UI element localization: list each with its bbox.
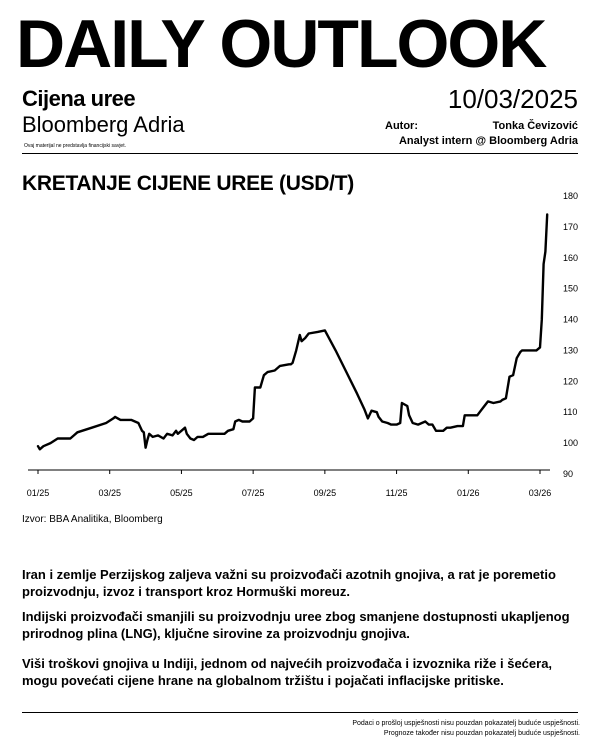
x-tick-label: 07/25 xyxy=(241,488,265,498)
brand-name: Bloomberg Adria xyxy=(22,112,185,137)
y-tick-label: 130 xyxy=(563,345,579,356)
chart-source: Izvor: BBA Analitika, Bloomberg xyxy=(22,514,163,525)
x-tick-label: 03/26 xyxy=(528,488,552,498)
paragraph-3: Viši troškovi gnojiva u Indiji, jednom od najvećih proizvođača i izvoznika riže i šećera, mogu povećati cijene hrane na globalnom tržištu i pojačati inflacijske pritiske. xyxy=(22,656,553,688)
y-tick-label: 110 xyxy=(563,407,578,418)
x-tick-label: 11/25 xyxy=(385,488,408,498)
footer-line-1: Podaci o prošloj uspješnosti nisu pouzdan pokazatelj buduće uspješnosti. xyxy=(352,720,580,727)
report-subtitle: Cijena uree xyxy=(22,86,136,111)
paragraph-1: Iran i zemlje Perzijskog zaljeva važni su proizvođači azotnih gnojiva, a rat je poremetio proizvodnju, izvoz i transport kroz Hormuški moreuz. xyxy=(22,567,556,599)
report-date: 10/03/2025 xyxy=(447,84,578,114)
disclaimer-note: Ovaj materijal ne predstavlja financijski savjet. xyxy=(24,143,126,149)
price-chart xyxy=(0,180,600,505)
y-tick-label: 140 xyxy=(563,314,579,325)
y-tick-label: 120 xyxy=(563,376,579,387)
author-name: Tonka Čevizović xyxy=(492,120,578,132)
y-tick-label: 170 xyxy=(563,221,579,232)
footer-divider xyxy=(22,712,578,713)
report-title: DAILY OUTLOOK xyxy=(16,6,546,82)
y-tick-label: 180 xyxy=(563,191,579,201)
x-tick-label: 09/25 xyxy=(313,488,337,498)
x-tick-label: 05/25 xyxy=(170,488,193,498)
y-tick-label: 100 xyxy=(563,438,579,449)
author-role: Analyst intern @ Bloomberg Adria xyxy=(398,135,578,147)
x-tick-label: 01/26 xyxy=(457,488,480,498)
x-tick-label: 03/25 xyxy=(98,488,121,498)
y-tick-label: 150 xyxy=(563,283,579,294)
price-series-line xyxy=(38,215,547,450)
y-tick-label: 160 xyxy=(563,252,579,263)
footer-line-2: Prognoze također nisu pouzdan pokazatelj buduće uspješnosti. xyxy=(383,730,580,737)
paragraph-2: Indijski proizvođači smanjili su proizvodnju uree zbog smanjene dostupnosti ukapljenog prirodnog plina (LNG), ključne sirovine za proizvodnju gnojiva. xyxy=(22,609,570,641)
header-divider xyxy=(22,153,578,154)
x-tick-label: 01/25 xyxy=(26,488,50,498)
y-tick-label: 90 xyxy=(563,469,574,479)
chart-title: KRETANJE CIJENE UREE (USD/T) xyxy=(22,172,354,195)
author-label: Autor: xyxy=(385,120,418,132)
